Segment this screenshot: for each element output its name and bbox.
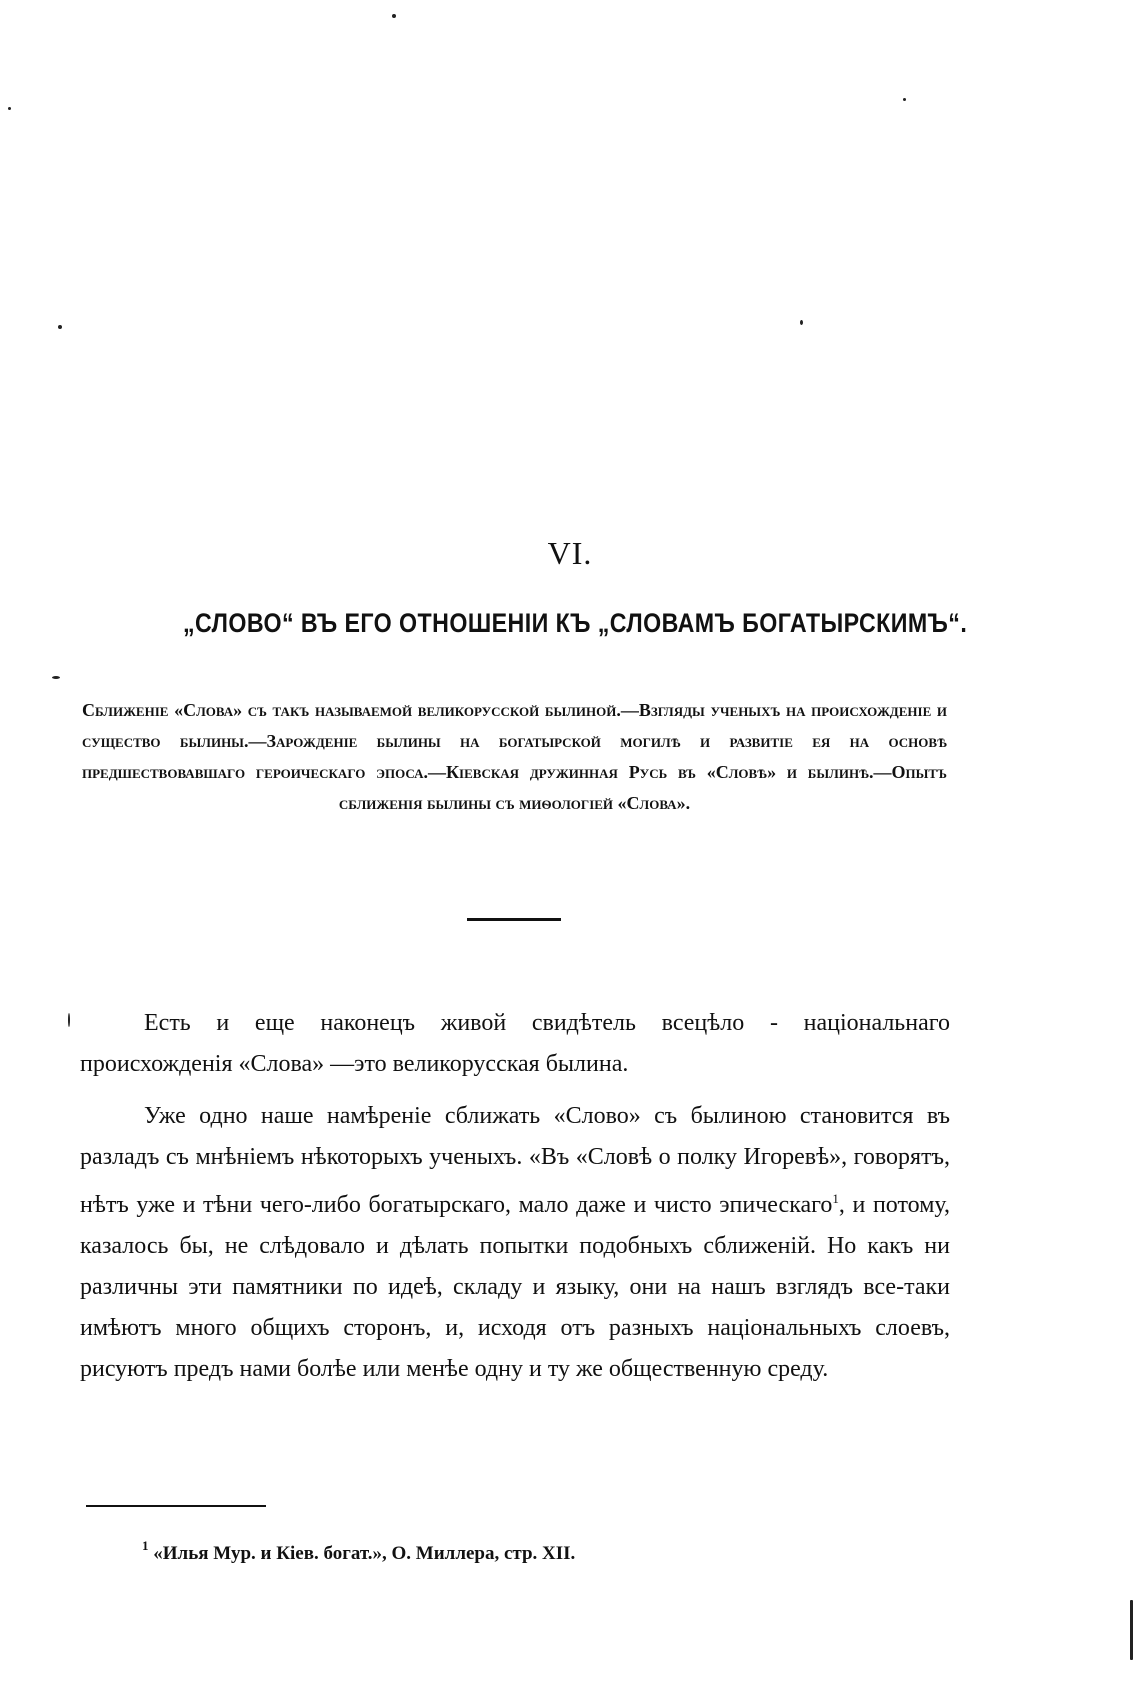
chapter-summary: Сближеніе «Слова» съ такъ называемой великорусской былиной.—Взгляды ученыхъ на происхожденіе и существо былины.—Зарожденіе былины на богатырской могилѣ и развитіе ея на основѣ предшествовавшаго героическаго эпоса.—Кіевская дружинная Русь въ «Словѣ» и былинѣ.—Опытъ сближенія былины съ миѳологіей «Слова». (82, 700, 947, 813)
paragraph-1: Есть и еще наконецъ живой свидѣтель всецѣло - національнаго происхожденія «Слова» —это великорусская былина. (80, 1010, 950, 1077)
paragraph-2-text-a: Уже одно наше намѣреніе сближать «Слово» съ былиною становится въ разладъ съ мнѣніемъ нѣкоторыхъ ученыхъ. «Въ «Словѣ о полку Игоревѣ», говорятъ, нѣтъ уже и тѣни чего-либо богатырскаго, мало даже и чисто эпическаго (80, 1103, 950, 1218)
paragraph-2-text-b: , и потому, казалось бы, не слѣдовало и дѣлать попытки подобныхъ сближеній. Но какъ ни различны эти памятники по идеѣ, складу и языку, они на нашъ взглядъ все-таки имѣютъ много общихъ сторонъ, и, исходя отъ разныхъ національныхъ слоевъ, рисуютъ предъ нами болѣе или менѣе одну и ту же общественную среду. (80, 1192, 950, 1382)
chapter-number: VI. (547, 535, 593, 571)
footnote-text: «Илья Мур. и Кіев. богат.», О. Миллера, стр. XII. (153, 1543, 576, 1564)
scan-speck (8, 107, 11, 110)
scan-speck (52, 676, 60, 679)
scan-speck (800, 320, 803, 325)
paragraph-2 (80, 1096, 950, 1390)
scan-speck (1130, 1600, 1133, 1660)
scan-speck (903, 98, 906, 101)
footnote-marker: 1 (142, 1538, 149, 1553)
footnote-divider (86, 1505, 266, 1507)
footnote-reference: 1 (832, 1191, 839, 1206)
section-divider (467, 918, 561, 921)
scan-speck (58, 325, 62, 329)
chapter-title: „СЛОВО“ ВЪ ЕГО ОТНОШЕНІИ КЪ „СЛОВАМЪ БОГАТЫРСКИМЪ“. (183, 608, 968, 638)
scan-speck (68, 1013, 70, 1027)
footnote (142, 1538, 942, 1565)
scan-speck (392, 14, 396, 18)
